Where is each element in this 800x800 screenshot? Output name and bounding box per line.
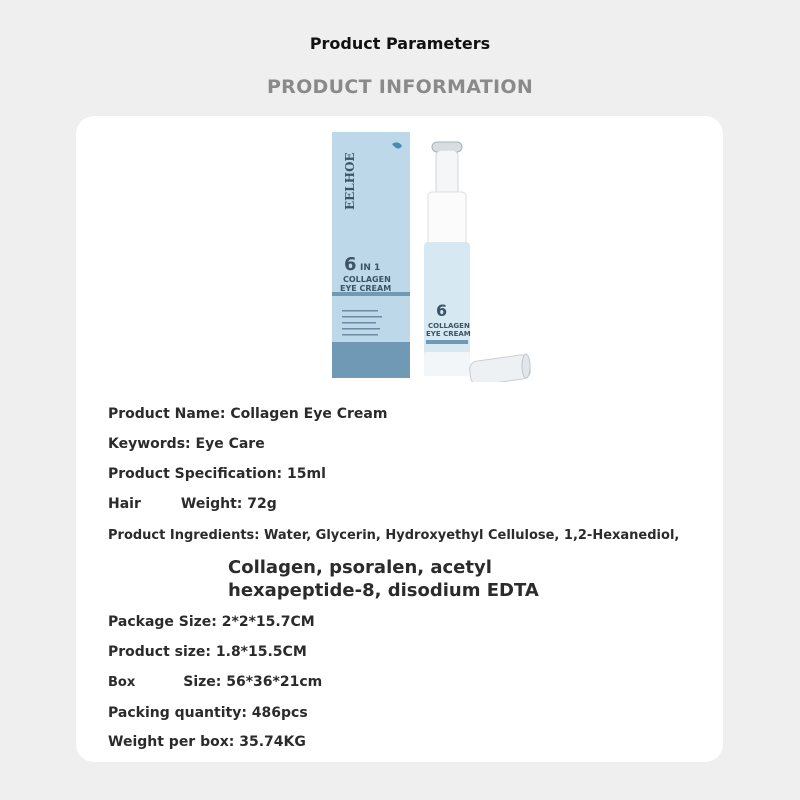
spec-weight: Weight: 72g bbox=[180, 496, 277, 512]
spec-ingredients-line2: Collagen, psoralen, acetyl bbox=[228, 557, 492, 578]
product-box-brand: EELHOE bbox=[343, 152, 357, 210]
spec-box-size bbox=[108, 674, 322, 690]
spec-ingredients: Product Ingredients: Water, Glycerin, Hydroxyethyl Cellulose, 1,2-Hexanediol, bbox=[108, 528, 680, 543]
product-tube-number: 6 bbox=[436, 301, 448, 320]
product-tube-line2: EYE CREAM bbox=[426, 330, 471, 338]
page-subtitle: PRODUCT INFORMATION bbox=[266, 76, 534, 98]
spec-ingredients-continued bbox=[228, 556, 539, 602]
spec-box-size-value: Size: 56*36*21cm bbox=[183, 674, 323, 690]
spec-product-size: Product size: 1.8*15.5CM bbox=[108, 644, 307, 660]
product-box-line1: COLLAGEN bbox=[343, 275, 391, 284]
spec-packing-quantity: Packing quantity: 486pcs bbox=[108, 705, 308, 721]
page-title: Product Parameters bbox=[309, 34, 491, 53]
product-info-card bbox=[76, 116, 723, 762]
product-box-line2: EYE CREAM bbox=[340, 284, 392, 293]
product-box-in: IN 1 bbox=[360, 263, 381, 273]
spec-hair-label: Hair bbox=[108, 496, 141, 512]
product-tube-line1: COLLAGEN bbox=[428, 322, 470, 330]
spec-box-label: Box bbox=[108, 675, 136, 690]
spec-ingredients-line3: hexapeptide-8, disodium EDTA bbox=[228, 580, 539, 601]
spec-hair-weight bbox=[108, 496, 277, 512]
spec-specification: Product Specification: 15ml bbox=[108, 466, 326, 482]
product-box-bottom-band bbox=[332, 342, 410, 378]
spec-keywords: Keywords: Eye Care bbox=[108, 436, 265, 452]
product-box-number: 6 bbox=[344, 254, 357, 275]
spec-package-size: Package Size: 2*2*15.7CM bbox=[108, 614, 315, 630]
spec-weight-per-box: Weight per box: 35.74KG bbox=[108, 734, 306, 750]
product-image bbox=[332, 132, 538, 382]
spec-product-name: Product Name: Collagen Eye Cream bbox=[108, 406, 388, 422]
